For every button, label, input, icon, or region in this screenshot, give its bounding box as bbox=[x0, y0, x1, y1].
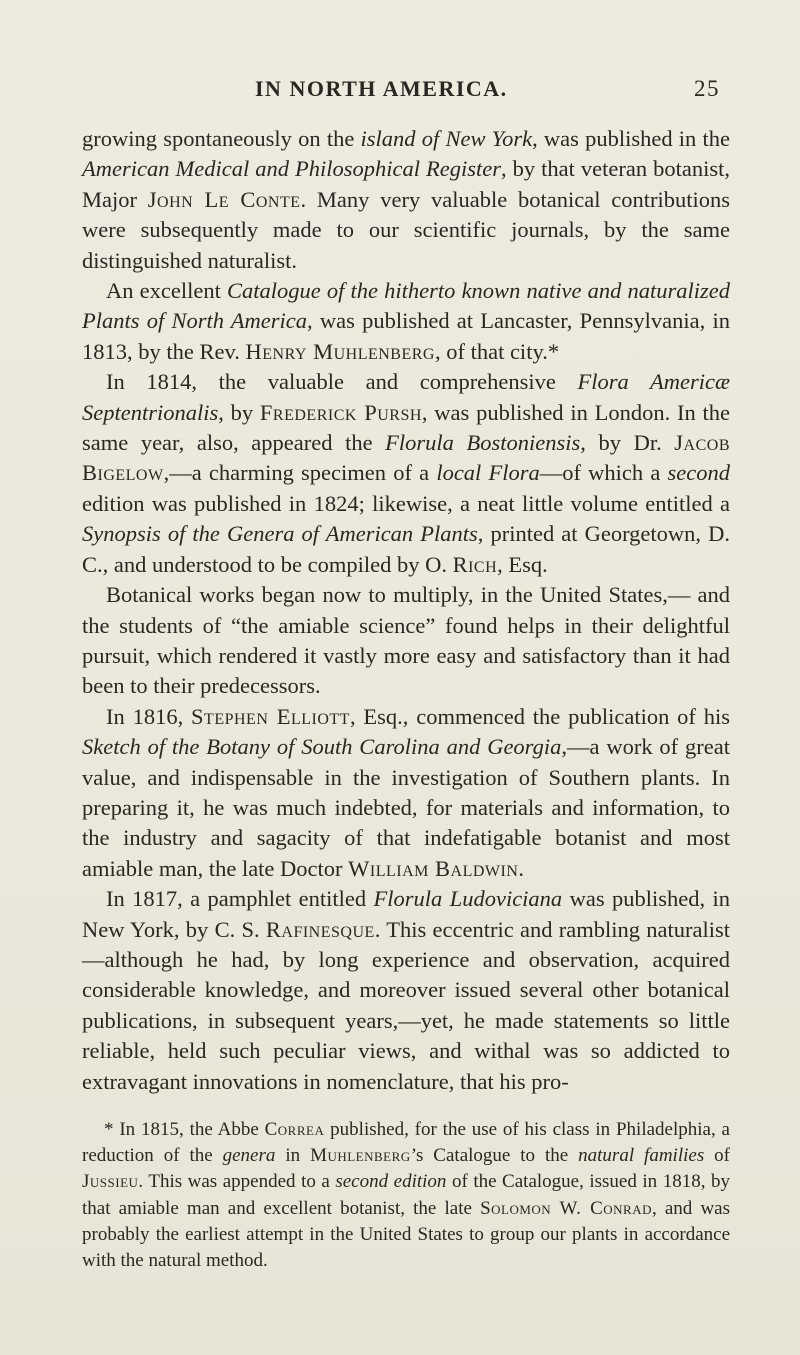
paragraph-1-segment: , was published in the bbox=[532, 126, 731, 151]
paragraph-1-segment: growing spontaneously on the bbox=[82, 126, 361, 151]
paragraph-6 bbox=[82, 884, 730, 1097]
footnote-segment: Correa bbox=[264, 1119, 325, 1140]
paragraph-3-segment: Synopsis of the Genera of American Plants bbox=[82, 521, 478, 547]
footnote-segment: genera bbox=[222, 1145, 276, 1167]
paragraph-5-segment: , Esq., commenced the publication of his bbox=[349, 703, 731, 729]
footnote-segment: Jussieu bbox=[82, 1171, 139, 1193]
paragraph-3-segment: edition was published in 1824; likewise, a neat little volume entitled a bbox=[82, 490, 730, 516]
paragraph-5 bbox=[82, 702, 730, 884]
paragraph-3-segment: local Flora bbox=[436, 460, 540, 486]
paragraph-3-segment: Jacob Bigelow bbox=[82, 430, 731, 486]
paragraph-3-segment: Frederick Pursh bbox=[259, 399, 422, 425]
paragraph-3-segment: , was published in London. In the same year, also, appeared the bbox=[82, 399, 730, 456]
paragraph-3-segment: , printed at Georgetown, D. C., and understood to be compiled by O. bbox=[82, 521, 730, 577]
paragraph-4 bbox=[82, 580, 730, 702]
paragraph-6-segment: Rafinesque bbox=[265, 916, 375, 942]
paragraph-1-segment: American Medical and Philosophical Register bbox=[82, 156, 501, 182]
paragraph-1 bbox=[82, 124, 730, 276]
footnote bbox=[82, 1117, 730, 1274]
paragraph-6-segment: Florula Ludoviciana bbox=[373, 886, 563, 912]
paragraph-5-segment: ,—a work of great value, and indispensable in the investigation of Southern plants. In preparing it, he was much indebted, for materials and information, to the industry and sagacity of that indefatigable botanist and most amiable man, the late Doctor bbox=[82, 734, 730, 881]
paragraph-6-segment: In 1817, a pamphlet entitled bbox=[106, 886, 374, 912]
footnote-segment: of bbox=[704, 1145, 730, 1167]
paragraph-5-segment: William Baldwin bbox=[348, 855, 519, 881]
footnote-segment: , and was probably the earliest attempt in the United States to group our plants in accordance with the natural method. bbox=[82, 1197, 730, 1272]
paragraph-1-segment: . Many very valuable botanical contributions were subsequently made to our scientific journals, by the same distinguished naturalist. bbox=[82, 186, 730, 273]
paragraph-3-segment: —of which a bbox=[539, 460, 668, 486]
footnote-segment: second edition bbox=[335, 1171, 447, 1193]
body-text bbox=[82, 124, 730, 1097]
paragraph-2-segment: , of that city.* bbox=[434, 338, 560, 364]
footnote-segment: . This was appended to a bbox=[138, 1171, 336, 1193]
page-number: 25 bbox=[694, 76, 720, 101]
paragraph-2 bbox=[82, 276, 730, 367]
paragraph-5-segment: Sketch of the Botany of South Carolina and Georgia bbox=[82, 734, 562, 760]
paragraph-3-segment: , Esq. bbox=[497, 551, 548, 577]
paragraph-2-segment: An excellent bbox=[106, 278, 227, 304]
footnote-segment: in bbox=[275, 1145, 311, 1167]
paragraph-2-segment: Henry Muhlenberg bbox=[245, 338, 435, 364]
footnote-segment: published, for the use of his class in Philadelphia, a reduction of the bbox=[82, 1119, 730, 1167]
paragraph-3-segment: , by Dr. bbox=[580, 430, 675, 456]
paragraph-5-segment: Stephen Elliott bbox=[191, 703, 350, 729]
paragraph-3-segment: Rich bbox=[452, 551, 498, 577]
footnote-segment: ’s Catalogue to the bbox=[410, 1145, 579, 1167]
paragraph-1-segment: island of New York bbox=[360, 126, 533, 151]
paragraph-3-segment: ,—a charming specimen of a bbox=[163, 460, 437, 486]
paragraph-2-segment: , was published at Lancaster, Pennsylvania, in 1813, by the Rev. bbox=[82, 308, 730, 364]
paragraph-1-segment: , by that veteran botanist, Major bbox=[82, 156, 730, 212]
paragraph-2-segment: Catalogue of the hitherto known native and naturalized Plants of North America bbox=[82, 278, 730, 334]
paragraph-3-segment: Florula Bostoniensis bbox=[385, 430, 581, 456]
running-title: IN NORTH AMERICA. bbox=[255, 76, 508, 101]
footnote-segment: of the Catalogue, issued in 1818, by that amiable man and excellent botanist, the late bbox=[82, 1171, 730, 1219]
paragraph-3-segment: second bbox=[667, 460, 731, 486]
footnote-segment: * In 1815, the Abbe bbox=[104, 1119, 265, 1140]
footnote-segment: Solomon W. Conrad bbox=[480, 1197, 652, 1219]
paragraph-3-segment: , by bbox=[218, 399, 260, 425]
running-head bbox=[82, 72, 730, 106]
paragraph-4-segment: Botanical works began now to multiply, in the United States,— and the students of “the amiable science” found helps in their delightful pursuit, which rendered it vastly more easy and satisfactory than it had been to their predecessors. bbox=[82, 582, 730, 699]
paragraph-5-segment: . bbox=[518, 855, 525, 881]
footnote-segment: natural families bbox=[578, 1145, 705, 1167]
paragraph-3-segment: In 1814, the valuable and comprehensive bbox=[106, 369, 578, 395]
paragraph-5-segment: In 1816, bbox=[106, 703, 192, 729]
paragraph-3 bbox=[82, 367, 730, 580]
paragraph-6-segment: was published, in New York, by C. S. bbox=[82, 886, 730, 942]
paragraph-3-segment: Flora Americæ Septentrionalis bbox=[82, 369, 730, 425]
paragraph-6-segment: . This eccentric and rambling naturalist—although he had, by long experience and observation, acquired considerable knowledge, and moreover issued several other botanical publications, in subsequent years,—yet, he made statements so little reliable, held such peculiar views, and withal was so addicted to extravagant innovations in nomenclature, that his pro- bbox=[82, 916, 730, 1094]
footnote-segment: Muhlenberg bbox=[310, 1145, 411, 1167]
paragraph-1-segment: John Le Conte bbox=[147, 186, 301, 212]
